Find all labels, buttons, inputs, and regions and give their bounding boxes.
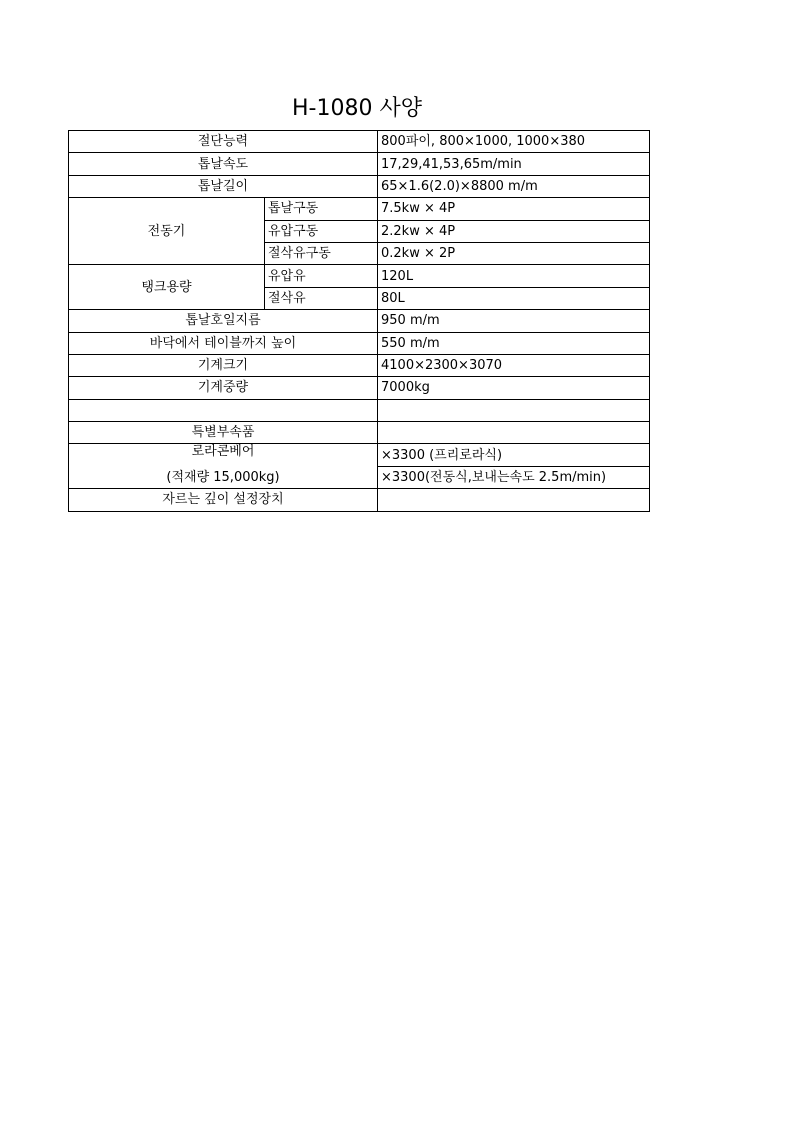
group-label: 탱크용량 xyxy=(69,265,265,310)
table-row xyxy=(69,265,650,287)
row-label: 특별부속품 xyxy=(69,422,378,444)
table-row xyxy=(69,153,650,175)
row-value: 2.2kw × 4P xyxy=(378,220,650,242)
table-row xyxy=(69,310,650,332)
table-row xyxy=(69,399,650,421)
row-value: ×3300(전동식,보내는속도 2.5m/min) xyxy=(378,466,650,488)
row-value: 65×1.6(2.0)×8800 m/m xyxy=(378,175,650,197)
table-row xyxy=(69,131,650,153)
row-label: 바닥에서 테이블까지 높이 xyxy=(69,332,378,354)
row-label: 기계중량 xyxy=(69,377,378,399)
row-label xyxy=(69,399,378,421)
row-label: 톱날호일지름 xyxy=(69,310,378,332)
table-row xyxy=(69,354,650,376)
table-row xyxy=(69,422,650,444)
row-value: 800파이, 800×1000, 1000×380 xyxy=(378,131,650,153)
row-label: 자르는 깊이 설정장치 xyxy=(69,489,378,511)
row-label: 로라콘베어 xyxy=(69,444,378,466)
row-value xyxy=(378,399,650,421)
row-label: 톱날길이 xyxy=(69,175,378,197)
sub-label: 유압유 xyxy=(265,265,378,287)
table-row xyxy=(69,444,650,466)
row-value: 120L xyxy=(378,265,650,287)
sub-label: 절삭유 xyxy=(265,287,378,309)
row-label: 절단능력 xyxy=(69,131,378,153)
row-value: 950 m/m xyxy=(378,310,650,332)
row-value: 7000kg xyxy=(378,377,650,399)
table-row xyxy=(69,332,650,354)
table-row xyxy=(69,489,650,511)
sub-label: 톱날구동 xyxy=(265,198,378,220)
sub-label: 절삭유구동 xyxy=(265,242,378,264)
row-value: 4100×2300×3070 xyxy=(378,354,650,376)
page-title: H-1080 사양 xyxy=(292,96,422,121)
table-row xyxy=(69,466,650,488)
row-value: 17,29,41,53,65m/min xyxy=(378,153,650,175)
sub-label: 유압구동 xyxy=(265,220,378,242)
row-value: 550 m/m xyxy=(378,332,650,354)
row-value: 7.5kw × 4P xyxy=(378,198,650,220)
row-value: 80L xyxy=(378,287,650,309)
row-value: ×3300 (프리로라식) xyxy=(378,444,650,466)
row-label-secondary: (적재량 15,000kg) xyxy=(69,466,378,488)
spec-table xyxy=(68,130,650,512)
group-label: 전동기 xyxy=(69,198,265,265)
row-value xyxy=(378,489,650,511)
row-value: 0.2kw × 2P xyxy=(378,242,650,264)
table-row xyxy=(69,198,650,220)
row-value xyxy=(378,422,650,444)
row-label: 톱날속도 xyxy=(69,153,378,175)
table-row xyxy=(69,175,650,197)
row-label: 기계크기 xyxy=(69,354,378,376)
table-row xyxy=(69,377,650,399)
